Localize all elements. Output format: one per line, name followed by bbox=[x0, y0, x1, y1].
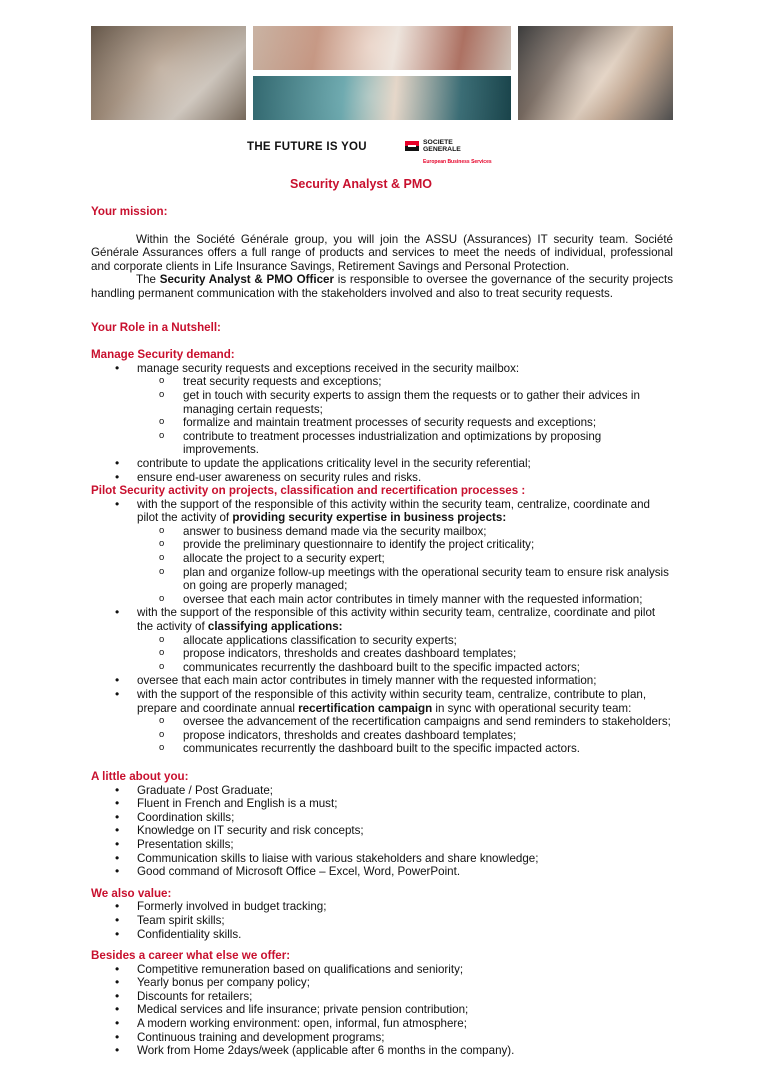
list-item: • Communication skills to liaise with various stakeholders and share knowledge; bbox=[91, 852, 673, 866]
manage-sublist bbox=[137, 375, 673, 457]
document-body bbox=[91, 205, 673, 1058]
list-item: o answer to business demand made via the security mailbox; bbox=[137, 525, 673, 539]
list-item: • Medical services and life insurance; private pension contribution; bbox=[91, 1003, 673, 1017]
list-item: • Fluent in French and English is a must; bbox=[91, 797, 673, 811]
list-item: o plan and organize follow-up meetings with the operational security team to ensure risk analysis on going are properly managed; bbox=[137, 566, 673, 593]
list-item: • Good command of Microsoft Office – Excel, Word, PowerPoint. bbox=[91, 865, 673, 879]
list-item: o oversee that each main actor contributes in timely manner with the requested information; bbox=[137, 593, 673, 607]
list-item: • with the support of the responsible of this activity within security team, centralize, contribute to plan, prepare and coordinate annual recertification campaign in sync with operational security team: o oversee the advancement of the recertification campaigns and send reminders to stakeholders; o propose indicators, thresholds and creates dashboard templates; o communicates recurrently the dashboard built to the specific impacted actors. bbox=[91, 688, 673, 756]
about-list bbox=[91, 784, 673, 879]
logo-subtitle: European Business Services bbox=[423, 159, 492, 165]
logo-brand: SOCIETE GENERALE bbox=[423, 139, 461, 153]
logo-slogan: THE FUTURE IS YOU bbox=[247, 141, 367, 153]
role-heading: Your Role in a Nutshell: bbox=[91, 320, 221, 334]
value-heading: We also value: bbox=[91, 886, 172, 900]
pilot-sublist-2 bbox=[137, 634, 673, 675]
header-photo-strip bbox=[91, 26, 673, 120]
list-item: • Knowledge on IT security and risk concepts; bbox=[91, 824, 673, 838]
offer-list bbox=[91, 963, 673, 1058]
list-item: • Competitive remuneration based on qualifications and seniority; bbox=[91, 963, 673, 977]
list-item: • Graduate / Post Graduate; bbox=[91, 784, 673, 798]
list-item: o propose indicators, thresholds and creates dashboard templates; bbox=[137, 729, 673, 743]
list-item: • Work from Home 2days/week (applicable after 6 months in the company). bbox=[91, 1044, 673, 1058]
list-item: • Team spirit skills; bbox=[91, 914, 673, 928]
list-item: o communicates recurrently the dashboard built to the specific impacted actors; bbox=[137, 661, 673, 675]
pilot-sublist-1 bbox=[137, 525, 673, 607]
list-item: • Coordination skills; bbox=[91, 811, 673, 825]
offer-heading: Besides a career what else we offer: bbox=[91, 949, 291, 963]
list-item: o allocate applications classification to security experts; bbox=[137, 634, 673, 648]
office-photo-center-top bbox=[253, 26, 511, 70]
list-item: • Discounts for retailers; bbox=[91, 990, 673, 1004]
logo-flag-icon bbox=[405, 141, 419, 151]
list-item: o formalize and maintain treatment processes of security requests and exceptions; bbox=[137, 416, 673, 430]
office-photo-right bbox=[518, 26, 673, 120]
pilot-sublist-4 bbox=[137, 715, 673, 756]
pilot-list bbox=[91, 498, 673, 756]
list-item: • Confidentiality skills. bbox=[91, 928, 673, 942]
list-item: • A modern working environment: open, informal, fun atmosphere; bbox=[91, 1017, 673, 1031]
list-item: • Formerly involved in budget tracking; bbox=[91, 900, 673, 914]
list-item: • Yearly bonus per company policy; bbox=[91, 976, 673, 990]
list-item: o propose indicators, thresholds and creates dashboard templates; bbox=[137, 647, 673, 661]
list-item: o contribute to treatment processes industrialization and optimizations by proposing improvements. bbox=[137, 430, 673, 457]
list-item: • with the support of the responsible of this activity within the security team, centralize, coordinate and pilot the activity of providing security expertise in business projects: o answer to business demand made via the security mailbox; o provide the preliminary questionnaire to identify the project criticality; o allocate the project to a security expert; o plan and organize follow-up meetings with the operational security team to ensure risk analysis on going are properly managed; o oversee that each main actor contributes in timely manner with the requested information; bbox=[91, 498, 673, 607]
list-item: • manage security requests and exceptions received in the security mailbox: o treat security requests and exceptions; o get in touch with security experts to assign them the requests or to gather their advices in managing certain requests; o formalize and maintain treatment processes of security requests and exceptions; o contribute to treatment processes industrialization and optimizations by proposing improvements. bbox=[91, 362, 673, 457]
mission-paragraph-1: Within the Société Générale group, you will join the ASSU (Assurances) IT security team. Société Générale Assurances offers a full range of products and services to meet the needs of individual, professional and corporate clients in Life Insurance Savings, Retirement Savings and Personal Protection. bbox=[91, 232, 673, 273]
list-item: • contribute to update the applications criticality level in the security referential; bbox=[91, 457, 673, 471]
value-list bbox=[91, 900, 673, 941]
list-item: o treat security requests and exceptions; bbox=[137, 375, 673, 389]
office-photo-center-bottom bbox=[253, 76, 511, 120]
office-photo-left bbox=[91, 26, 246, 120]
mission-heading: Your mission: bbox=[91, 205, 168, 218]
list-item: • Continuous training and development programs; bbox=[91, 1031, 673, 1045]
about-heading: A little about you: bbox=[91, 769, 189, 783]
list-item: o oversee the advancement of the recertification campaigns and send reminders to stakeholders; bbox=[137, 715, 673, 729]
list-item: • with the support of the responsible of this activity within security team, centralize, coordinate and pilot the activity of classifying applications: o allocate applications classification to security experts; o propose indicators, thresholds and creates dashboard templates; o communicates recurrently the dashboard built to the specific impacted actors; bbox=[91, 606, 673, 674]
list-item: o provide the preliminary questionnaire to identify the project criticality; bbox=[137, 538, 673, 552]
manage-list bbox=[91, 362, 673, 484]
list-item: • ensure end-user awareness on security rules and risks. bbox=[91, 471, 673, 485]
list-item: o communicates recurrently the dashboard built to the specific impacted actors. bbox=[137, 742, 673, 756]
pilot-heading: Pilot Security activity on projects, classification and recertification processes : bbox=[91, 484, 526, 498]
manage-heading: Manage Security demand: bbox=[91, 348, 235, 362]
list-item: • oversee that each main actor contributes in timely manner with the requested information; bbox=[91, 674, 673, 688]
list-item: • Presentation skills; bbox=[91, 838, 673, 852]
list-item: o get in touch with security experts to assign them the requests or to gather their advices in managing certain requests; bbox=[137, 389, 673, 416]
list-item: o allocate the project to a security expert; bbox=[137, 552, 673, 566]
job-title: Security Analyst & PMO bbox=[290, 177, 432, 191]
mission-paragraph-2: The Security Analyst & PMO Officer is responsible to oversee the governance of the security projects handling permanent communication with the stakeholders involved and also to treat security requests. bbox=[91, 273, 673, 300]
